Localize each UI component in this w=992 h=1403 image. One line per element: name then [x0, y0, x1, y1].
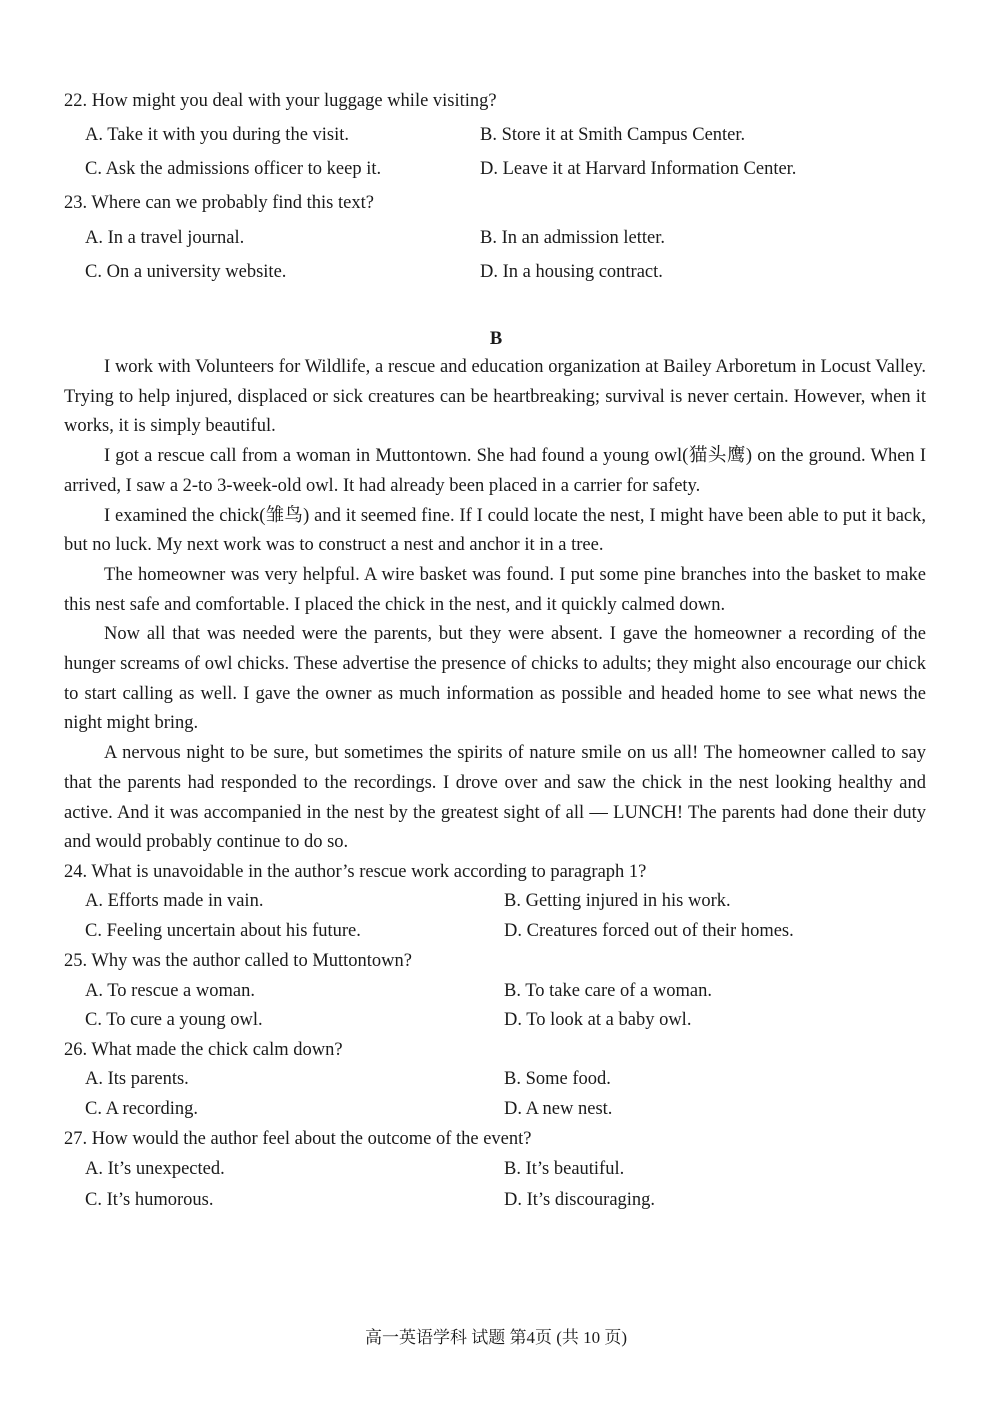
- question-24-option-b: B. Getting injured in his work.: [504, 891, 731, 911]
- question-22-option-a: A. Take it with you during the visit.: [85, 125, 350, 145]
- question-26-option-b: B. Some food.: [504, 1069, 611, 1089]
- question-25-option-d: D. To look at a baby owl.: [504, 1010, 692, 1030]
- passage-paragraph: I got a rescue call from a woman in Muttontown. She had found a young owl(猫头鹰) on the ground. When I arrived, I saw a 2-to 3-week-old owl. It had already been placed in a carrier for safety.: [64, 446, 926, 496]
- question-22-option-b: B. Store it at Smith Campus Center.: [480, 125, 746, 145]
- question-26-option-d: D. A new nest.: [504, 1099, 613, 1119]
- question-26-stem: 26. What made the chick calm down?: [64, 1040, 343, 1060]
- question-23-option-d: D. In a housing contract.: [480, 262, 663, 282]
- passage-paragraph: A nervous night to be sure, but sometimes the spirits of nature smile on us all! The homeowner called to say that the parents had responded to the recordings. I drove over and saw the chick in the nest looking healthy and active. And it was accompanied in the nest by the greatest sight of all — LUNCH! The parents had done their duty and would probably continue to do so.: [64, 743, 926, 853]
- question-26-option-c: C. A recording.: [85, 1099, 199, 1119]
- question-27-option-a: A. It’s unexpected.: [85, 1159, 225, 1179]
- section-b-heading: B: [489, 329, 503, 349]
- question-27-option-c: C. It’s humorous.: [85, 1190, 214, 1210]
- question-27-option-d: D. It’s discouraging.: [504, 1190, 656, 1210]
- question-22-option-c: C. Ask the admissions officer to keep it.: [85, 159, 382, 179]
- question-26-option-a: A. Its parents.: [85, 1069, 189, 1089]
- question-24-stem: 24. What is unavoidable in the author’s rescue work according to paragraph 1?: [64, 862, 647, 882]
- question-23-option-c: C. On a university website.: [85, 262, 287, 282]
- question-22-stem: 22. How might you deal with your luggage while visiting?: [64, 91, 497, 111]
- question-25-option-a: A. To rescue a woman.: [85, 981, 255, 1001]
- question-24-option-a: A. Efforts made in vain.: [85, 891, 264, 911]
- question-25-stem: 25. Why was the author called to Muttontown?: [64, 951, 413, 971]
- question-23-stem: 23. Where can we probably find this text?: [64, 193, 374, 213]
- reading-passage: [64, 353, 926, 858]
- question-24-option-c: C. Feeling uncertain about his future.: [85, 921, 361, 941]
- page-footer: 高一英语学科 试题 第4页 (共 10 页): [364, 1328, 628, 1347]
- question-24-option-d: D. Creatures forced out of their homes.: [504, 921, 794, 941]
- passage-paragraph: I work with Volunteers for Wildlife, a rescue and education organization at Bailey Arboretum in Locust Valley. Trying to help injured, displaced or sick creatures can be heartbreaking; survival is never certain. However, when it works, it is simply beautiful.: [64, 357, 926, 437]
- passage-paragraph: Now all that was needed were the parents, but they were absent. I gave the homeowner a recording of the hunger screams of owl chicks. These advertise the presence of chicks to adults; they might also encourage our chick to start calling as well. I gave the owner as much information as possible and headed home to see what news the night might bring.: [64, 624, 926, 734]
- passage-paragraph: The homeowner was very helpful. A wire basket was found. I put some pine branches into the basket to make this nest safe and comfortable. I placed the chick in the nest, and it quickly calmed down.: [64, 564, 926, 615]
- question-27-option-b: B. It’s beautiful.: [504, 1159, 625, 1179]
- question-23-option-a: A. In a travel journal.: [85, 228, 245, 248]
- question-25-option-b: B. To take care of a woman.: [504, 981, 712, 1001]
- question-23-option-b: B. In an admission letter.: [480, 228, 665, 248]
- passage-paragraph: I examined the chick(雏鸟) and it seemed fine. If I could locate the nest, I might have been able to put it back, but no luck. My next work was to construct a nest and anchor it in a tree.: [64, 505, 926, 556]
- question-27-stem: 27. How would the author feel about the outcome of the event?: [64, 1129, 532, 1149]
- question-25-option-c: C. To cure a young owl.: [85, 1010, 263, 1030]
- question-22-option-d: D. Leave it at Harvard Information Center.: [480, 159, 797, 179]
